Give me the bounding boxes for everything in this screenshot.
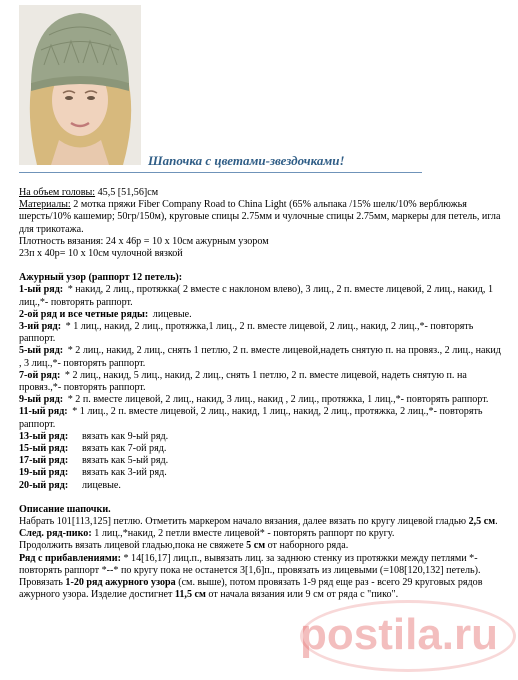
pattern-row (19, 309, 501, 321)
row-text: * 2 лиц., накид, 5 лиц., накид, 2 лиц., снять 1 петлю, 2 п. вместе лицевой, надеть снятую п. на провяз.,*- повторять раппорт. (19, 369, 467, 394)
row-label: 15-ый ряд: (19, 443, 69, 455)
materials-paragraph (19, 199, 501, 236)
pattern-heading: Ажурный узор (раппорт 12 петель): (19, 272, 183, 284)
row-text: * накид, 2 лиц., протяжка( 2 вместе с наклоном влево), 3 лиц., 2 п. вместе лицевой, 2 лиц., накид, 1 лиц.,*- повторять раппорт. (19, 284, 494, 308)
row-label: 5-ый ряд: (19, 345, 64, 357)
lace-text-a: Провязать (19, 577, 66, 589)
increase-text: * 14[16,17] лиц.п., вывязать лиц. за заднюю стенку из протяжки между петлями *- повторять раппорт *--* по кругу пока не останется 3[1,6]п., провязать из лицевыми (=108[120,132] петель). (19, 552, 481, 576)
pattern-row-short (19, 480, 501, 492)
row-text: * 2 лиц., накид, 2 лиц., снять 1 петлю, 2 п. вместе лицевой,надеть снятую п. на провяз., 2 лиц., накид , 3 лиц.,*- повторять раппорт. (19, 345, 501, 369)
row-label: 13-ый ряд: (19, 430, 69, 442)
picot-text: 1 лиц.,*накид, 2 петли вместе лицевой* - повторять раппорт по кругу. (91, 528, 395, 540)
lace-rows: 1-20 ряд ажурного узора (65, 577, 176, 589)
cast-on-text: Набрать 101[113,125] петлю. Отметить маркером начало вязания, далее вязать по кругу лицевой гладью (19, 516, 469, 528)
row-text: лицевые. (150, 308, 192, 320)
row-text: вязать как 5-ый ряд. (82, 455, 169, 467)
watermark-circle (300, 600, 516, 672)
row-label: 20-ый ряд: (19, 479, 69, 491)
size-label: На объем головы: (19, 187, 96, 198)
hat-photo (19, 5, 141, 165)
increase-row (19, 553, 501, 577)
pattern-row-short (19, 467, 501, 479)
cast-on-paragraph (19, 516, 501, 528)
row-label: 11-ый ряд: (19, 406, 68, 418)
continue-text: Продолжить вязать лицевой гладью,пока не свяжете (19, 540, 247, 552)
watermark-logo: postila.ru (300, 610, 499, 659)
row-text: вязать как 9-ый ряд. (82, 430, 169, 442)
row-label: 9-ый ряд: (19, 394, 64, 406)
cast-on-end: . (495, 516, 498, 528)
article-body (19, 187, 501, 602)
pattern-row (19, 321, 501, 345)
pattern-row (19, 406, 501, 430)
lace-length: 11,5 см (174, 589, 206, 601)
pattern-row (19, 284, 501, 308)
increase-label: Ряд с прибавлениями: (19, 552, 121, 564)
row-text: * 1 лиц., накид, 2 лиц., протяжка,1 лиц., 2 п. вместе лицевой, 2 лиц., накид, 2 лиц.,*- повторять раппорт. (19, 321, 474, 345)
page-title: Шапочка с цветами-звездочками! (148, 153, 345, 168)
row-label: 17-ый ряд: (19, 455, 69, 467)
size-line (19, 187, 501, 199)
pattern-row-short (19, 431, 501, 443)
row-label: 7-ой ряд: (19, 369, 61, 381)
size-value: 45,5 [51,56]см (95, 187, 159, 198)
materials-text: 2 мотка пряжи Fiber Company Road to China Light (65% альпака /15% шелк/10% верблюжья шерсть/10% кашемир; 50гр/150м), круговые спицы 2.75мм и чулочные спицы 2.75мм, маркеры для петель, игла для трикотажа. (19, 199, 501, 235)
pattern-row-short (19, 455, 501, 467)
description-heading: Описание шапочки. (19, 503, 111, 515)
lace-text-b: (см. выше), потом провязать 1-9 ряд еще раз - всего 29 круговых рядов ажурного узора. Изделие достигнет (19, 577, 483, 601)
row-text: лицевые. (82, 479, 121, 491)
lace-text-c: от начала вязания или 9 см от ряда с "пико". (205, 589, 399, 601)
row-label: 2-ой ряд и все четные ряды: (19, 308, 149, 320)
hat-photo-illustration (19, 5, 141, 165)
gauge-line-1: Плотность вязания: 24 х 46р = 10 х 10см ажурным узором (19, 235, 269, 247)
gauge-line-2: 23п х 40р= 10 х 10см чулочной вязкой (19, 248, 183, 260)
pattern-row (19, 394, 501, 406)
pattern-row (19, 345, 501, 369)
row-text: * 2 п. вместе лицевой, 2 лиц., накид, 3 лиц., накид , 2 лиц., протяжка, 1 лиц.,*- повторять раппорт. (65, 394, 489, 406)
row-text: * 1 лиц., 2 п. вместе лицевой, 2 лиц., накид, 1 лиц., накид, 2 лиц., протяжка, 2 лиц.,*- повторять раппорт. (19, 406, 483, 430)
continue-paragraph (19, 540, 501, 552)
row-label: 3-ий ряд: (19, 321, 62, 333)
picot-label: След. ряд-пико: (19, 528, 92, 540)
cast-on-length: 2,5 см (468, 516, 496, 528)
pattern-row (19, 370, 501, 394)
continue-end: от наборного ряда. (265, 540, 349, 552)
row-label: 19-ый ряд: (19, 467, 69, 479)
title-divider (19, 172, 422, 173)
materials-label: Материалы: (19, 199, 71, 211)
row-text: вязать как 7-ой ряд. (82, 443, 167, 455)
row-text: вязать как 3-ий ряд. (82, 467, 167, 479)
lace-paragraph (19, 577, 501, 601)
picot-row (19, 528, 501, 540)
row-label: 1-ый ряд: (19, 284, 64, 296)
continue-length: 5 см (246, 540, 266, 552)
pattern-row-short (19, 443, 501, 455)
pattern-rows (19, 284, 501, 491)
